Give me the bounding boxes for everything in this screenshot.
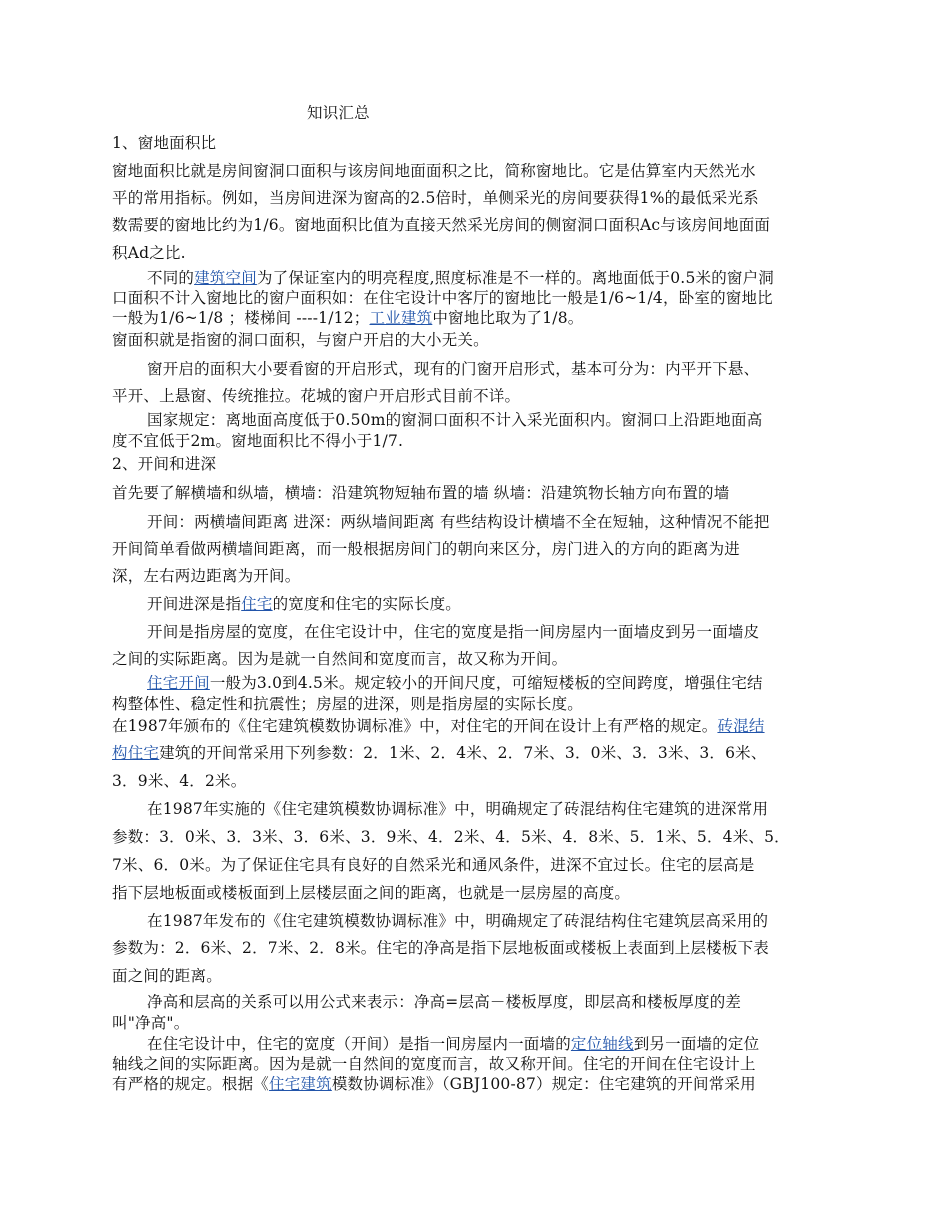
- para-line: [112, 1072, 756, 1094]
- para-line: 叫"净高"。: [112, 1014, 190, 1032]
- text-run: 在1987年颁布的《住宅建筑模数协调标准》中，对住宅的开间在设计上有严格的规定。: [112, 717, 718, 735]
- para-line: 窗面积就是指窗的洞口面积，与窗户开启的大小无关。: [112, 331, 489, 349]
- para-line: 数需要的窗地比约为1/6。窗地面积比值为直接天然采光房间的侧窗洞口面积Ac与该房间地面面: [112, 216, 771, 234]
- text-run: 到另一面墙的定位: [633, 1035, 760, 1053]
- para-line: [112, 306, 583, 328]
- text-run: 有严格的规定。根据《: [112, 1075, 270, 1093]
- para-line: 在1987年实施的《住宅建筑模数协调标准》中，明确规定了砖混结构住宅建筑的进深常用: [147, 800, 769, 818]
- link-brick-concrete-b[interactable]: 构住宅: [112, 744, 160, 762]
- text-run: 模数协调标准》（GBJ100-87）规定：住宅建筑的开间常采用: [331, 1075, 756, 1093]
- para-line: [112, 714, 765, 736]
- link-industrial-building[interactable]: 工业建筑: [369, 309, 433, 327]
- para-line: 平的常用指标。例如，当房间进深为窗高的2.5倍时，单侧采光的房间要获得1%的最低采光系: [112, 189, 759, 207]
- text-run: 开间进深是指: [147, 595, 242, 613]
- text-run: 在住宅设计中，住宅的宽度（开间）是指一间房屋内一面墙的: [147, 1035, 571, 1053]
- para-line: 开间是指房屋的宽度，在住宅设计中，住宅的宽度是指一间房屋内一面墙皮到另一面墙皮: [147, 623, 760, 641]
- para-line: 平开、上悬窗、传统推拉。花城的窗户开启形式目前不详。: [112, 387, 521, 405]
- para-line: [147, 671, 763, 693]
- link-residence[interactable]: 住宅: [241, 595, 273, 613]
- para-line: 首先要了解横墙和纵墙，横墙：沿建筑物短轴布置的墙 纵墙：沿建筑物长轴方向布置的墙: [112, 484, 730, 502]
- link-brick-concrete-a[interactable]: 砖混结: [717, 717, 765, 735]
- para-line: 度不宜低于2m。窗地面积比不得小于1/7.: [112, 432, 404, 450]
- para-line: 构整体性、稳定性和抗震性；房屋的进深，则是指房屋的实际长度。: [112, 695, 584, 713]
- link-residential-building[interactable]: 住宅建筑: [269, 1075, 332, 1093]
- text-run: 一般为3.0到4.5米。规定较小的开间尺度，可缩短楼板的空间跨度，增强住宅结: [209, 674, 763, 692]
- doc-title: 知识汇总: [307, 104, 370, 122]
- text-run: 的宽度和住宅的实际长度。: [272, 595, 462, 613]
- link-residence-bay[interactable]: 住宅开间: [147, 674, 210, 692]
- text-run: 为了保证室内的明亮程度,照度标准是不一样的。离地面低于0.5米的窗户洞: [256, 269, 775, 287]
- para-line: 国家规定：离地面高度低于0.50m的窗洞口面积不计入采光面积内。窗洞口上沿距地面高: [147, 411, 763, 429]
- para-line: [147, 1032, 759, 1054]
- para-line: 参数：3．0米、3．3米、3．6米、3．9米、4．2米、4．5米、4．8米、5．1米、5．4米、5．: [112, 828, 790, 846]
- link-positioning-axis[interactable]: 定位轴线: [570, 1035, 634, 1053]
- text-run: 一般为1/6~1/8 ；楼梯间 ----1/12；: [112, 309, 370, 327]
- para-line: 之间的实际距离。因为是就一自然间和宽度而言，故又称为开间。: [112, 650, 568, 668]
- para-line: 在1987年发布的《住宅建筑模数协调标准》中，明确规定了砖混结构住宅建筑层高采用的: [147, 912, 769, 930]
- section-heading-2: 2、开间和进深: [112, 455, 217, 473]
- text-run: 建筑的开间常采用下列参数：2．1米、2．4米、2．7米、3．0米、3．3米、3．6米、: [159, 744, 767, 762]
- para-line: 净高和层高的关系可以用公式来表示：净高=层高－楼板厚度，即层高和楼板厚度的差: [147, 993, 742, 1011]
- para-line: 窗地面积比就是房间窗洞口面积与该房间地面面积之比，简称窗地比。它是估算室内天然光水: [112, 162, 756, 180]
- para-line: 面之间的距离。: [112, 967, 222, 985]
- para-line: 3．9米、4．2米。: [112, 772, 247, 790]
- para-line: 积Ad之比.: [112, 244, 186, 262]
- para-line: 开间简单看做两横墙间距离，而一般根据房间门的朝向来区分，房门进入的方向的距离为进: [112, 540, 741, 558]
- para-line: [147, 592, 461, 614]
- text-run: 中窗地比取为了1/8。: [432, 309, 584, 327]
- para-line: 窗开启的面积大小要看窗的开启形式，现有的门窗开启形式，基本可分为：内平开下悬、: [147, 360, 760, 378]
- para-line: 参数为：2．6米、2．7米、2．8米。住宅的净高是指下层地板面或楼板上表面到上层楼板下表: [112, 939, 769, 957]
- para-line: 深，左右两边距离为开间。: [112, 567, 301, 585]
- text-run: 不同的: [147, 269, 195, 287]
- para-line: 指下层地板面或楼板面到上层楼层面之间的距离，也就是一层房屋的高度。: [112, 884, 631, 902]
- para-line: [112, 741, 767, 763]
- para-line: [147, 266, 774, 288]
- para-line: 口面积不计入窗地比的窗户面积如：在住宅设计中客厅的窗地比一般是1/6~1/4，卧室的窗地比: [112, 289, 773, 307]
- para-line: 轴线之间的实际距离。因为是就一自然间的宽度而言，故又称开间。住宅的开间在住宅设计上: [112, 1055, 756, 1073]
- para-line: 开间：两横墙间距离 进深：两纵墙间距离 有些结构设计横墙不全在短轴，这种情况不能把: [147, 513, 770, 531]
- para-line: 7米、6．0米。为了保证住宅具有良好的自然采光和通风条件，进深不宜过长。住宅的层高是: [112, 856, 755, 874]
- link-building-space[interactable]: 建筑空间: [194, 269, 257, 287]
- section-heading-1: 1、窗地面积比: [112, 134, 217, 152]
